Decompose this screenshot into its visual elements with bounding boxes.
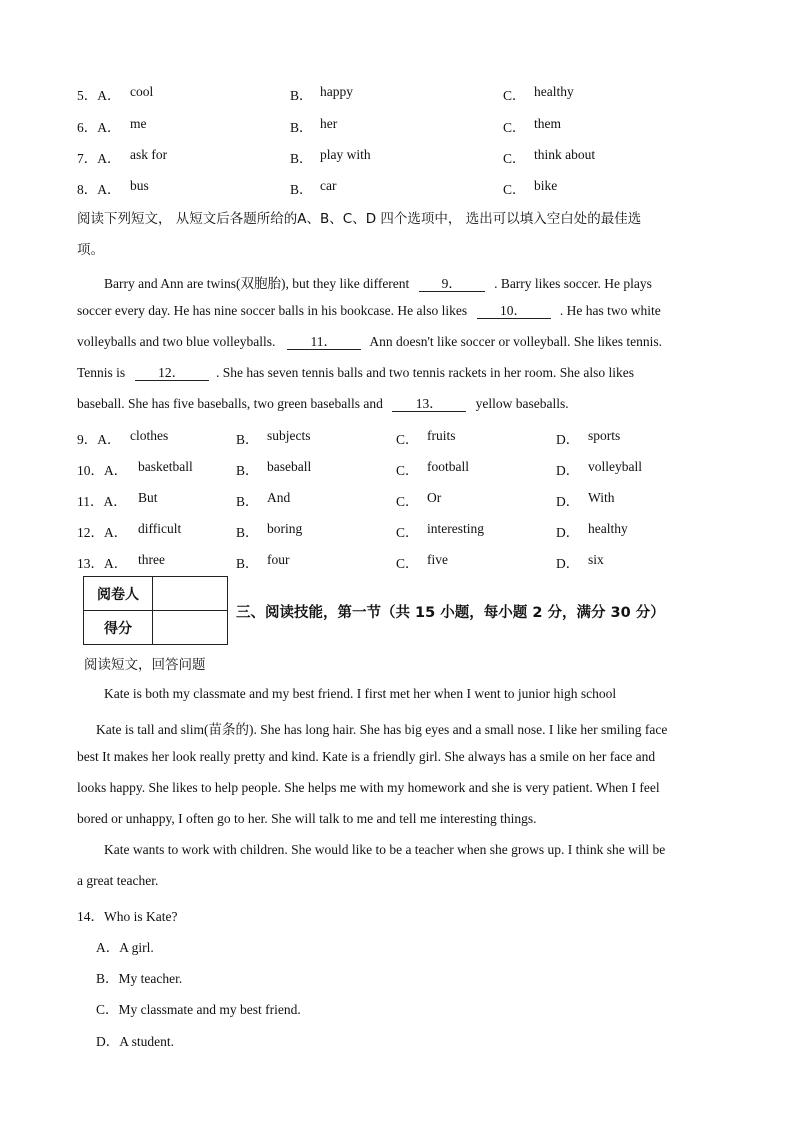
option-a: three [138,552,165,567]
question-number: 10．A． [77,463,128,478]
option-d: D．A student. [96,1034,175,1049]
option-b-label: B． [236,525,259,540]
option-b-label: B． [236,494,259,509]
option-b: four [267,552,290,567]
option-b-label: B． [290,182,313,197]
passage-line [77,365,634,381]
option-b: car [320,178,337,193]
option-c: C．My classmate and my best friend. [96,1002,301,1017]
option-d-label: D． [556,525,580,540]
blank-12: 12． [135,365,209,381]
option-b-label: B． [290,151,313,166]
passage-text: . Barry likes soccer. He plays [494,276,652,291]
option-b-label: B． [236,556,259,571]
passage-line [77,303,661,319]
option-b-label: B． [236,463,259,478]
passage-line: Kate is both my classmate and my best friend. I first met her when I went to junior high school [104,686,617,701]
option-c: think about [534,147,596,162]
question-stem: 14．Who is Kate? [77,909,178,924]
option-d: sports [588,428,621,443]
option-c: bike [534,178,558,193]
question-number: 6．A． [77,120,121,135]
option-c: them [534,116,561,131]
passage-line [77,334,662,350]
question-number: 9．A． [77,432,121,447]
blank-9: 9． [419,276,485,292]
section-title: 三、阅读技能，第一节（共 15 小题，每小题 2 分，满分 30 分） [236,605,665,621]
option-c: fruits [427,428,456,443]
option-a: me [130,116,147,131]
option-d-label: D． [556,463,580,478]
passage-text: volleyballs and two blue volleyballs. [77,334,276,349]
passage-text: yellow baseballs. [475,396,569,411]
score-cell[interactable] [153,611,228,645]
option-d: healthy [588,521,628,536]
reviewer-label: 阅卷人 [84,577,153,611]
option-a: difficult [138,521,182,536]
passage-text: . She has seven tennis balls and two tennis rackets in her room. She also likes [215,365,634,380]
option-c: five [427,552,448,567]
option-d-label: D． [556,432,580,447]
question-number: 13．A． [77,556,128,571]
question-number: 5．A． [77,88,121,103]
passage-line: bored or unhappy, I often go to her. She will talk to me and tell me interesting things. [77,811,537,826]
option-b: And [267,490,291,505]
option-d: With [588,490,615,505]
passage-line: Kate wants to work with children. She would like to be a teacher when she grows up. I think she will be [104,842,666,857]
option-c: Or [427,490,442,505]
passage-text: soccer every day. He has nine soccer balls in his bookcase. He also likes [77,303,468,318]
blank-11: 11． [287,334,361,350]
option-a: But [138,490,158,505]
passage-line: best It makes her look really pretty and kind. Kate is a friendly girl. She always has a smile on her face and [77,749,656,764]
question-number: 12．A． [77,525,128,540]
option-b: her [320,116,338,131]
option-b-label: B． [290,88,313,103]
passage-text: . He has two white [559,303,661,318]
option-b: boring [267,521,303,536]
option-d: volleyball [588,459,642,474]
instructions-line-2: 项。 [77,242,104,258]
passage-text: baseball. She has five baseballs, two green baseballs and [77,396,383,411]
option-c-label: C． [396,556,419,571]
reviewer-cell[interactable] [153,577,228,611]
option-c-label: C． [396,525,419,540]
score-label: 得分 [84,611,153,645]
option-b: B．My teacher. [96,971,183,986]
question-number: 8．A． [77,182,121,197]
option-a: bus [130,178,149,193]
option-d: six [588,552,604,567]
option-c: football [427,459,469,474]
option-c-label: C． [503,120,526,135]
option-b: baseball [267,459,312,474]
option-c-label: C． [396,494,419,509]
passage-line: looks happy. She likes to help people. She helps me with my homework and she is very patient. When I feel [77,780,660,795]
reading-instructions: 阅读短文，回答问题 [84,657,206,673]
passage-line [77,396,569,412]
option-a: basketball [138,459,193,474]
option-d-label: D． [556,494,580,509]
option-b: play with [320,147,371,162]
option-b: subjects [267,428,311,443]
question-number: 7．A． [77,151,121,166]
score-table [83,576,228,645]
option-c-label: C． [396,463,419,478]
question-number: 11．A． [77,494,127,509]
passage-text: Ann doesn't like soccer or volleyball. She likes tennis. [369,334,662,349]
option-b-label: B． [290,120,313,135]
option-b-label: B． [236,432,259,447]
option-c-label: C． [503,182,526,197]
option-a: clothes [130,428,169,443]
option-a: A．A girl. [96,940,154,955]
option-c-label: C． [503,88,526,103]
option-a: ask for [130,147,168,162]
blank-13: 13． [392,396,466,412]
option-c: interesting [427,521,484,536]
option-d-label: D． [556,556,580,571]
option-c: healthy [534,84,574,99]
option-b: happy [320,84,353,99]
passage-text: Barry and Ann are twins(双胞胎), but they like different [104,276,410,291]
passage-text: Tennis is [77,365,126,380]
option-a: cool [130,84,154,99]
option-c-label: C． [503,151,526,166]
option-c-label: C． [396,432,419,447]
instructions-line-1: 阅读下列短文， 从短文后各题所给的A、B、C、D 四个选项中， 选出可以填入空白处的最佳选 [77,211,642,227]
passage-line [104,272,652,292]
passage-line: Kate is tall and slim(苗条的). She has long hair. She has big eyes and a small nose. I like her smiling face [96,722,668,737]
blank-10: 10． [477,303,551,319]
passage-line: a great teacher. [77,873,159,888]
